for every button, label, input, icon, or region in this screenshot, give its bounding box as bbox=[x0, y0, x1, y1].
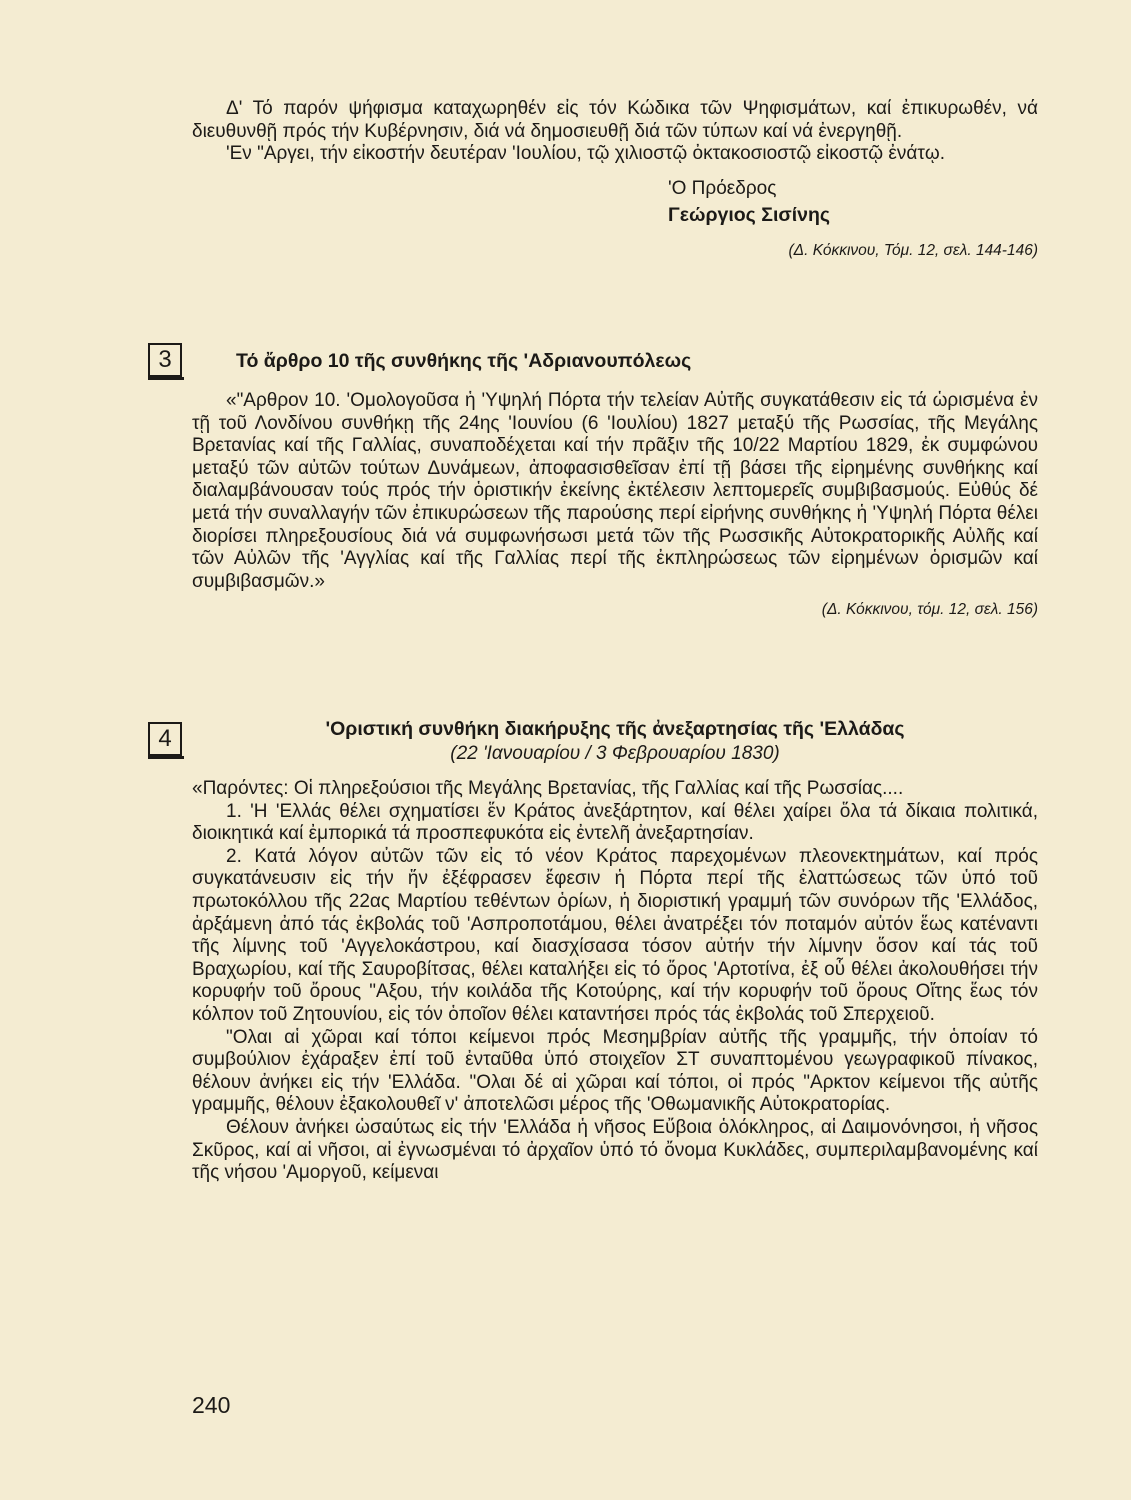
treaty-para-4: Θέλουν ἀνήκει ὡσαύτως εἰς τήν 'Ελλάδα ἡ νῆσος Εὔβοια ὁλόκληρος, αἱ Δαιμονόνησοι, ἡ νῆσος Σκῦρος, καί αἱ νῆσοι, αἱ ἐγνωσμέναι τό ἀρχαῖον ὑπό τό ὄνομα Κυκλάδες, συμπεριλαμβανομένης καί τῆς νήσου 'Αμοργοῦ, κείμεναι bbox=[192, 1116, 1038, 1184]
treaty-item-1: 1. 'Η 'Ελλάς θέλει σχηματίσει ἕν Κράτος ἀνεξάρτητον, καί θέλει χαίρει ὅλα τά δίκαια πολιτικά, διοικητικά καί ἐμπορικά τά προσπεφυκότα εἰς ἐντελῆ ἀνεξαρτησίαν. bbox=[192, 800, 1038, 845]
section-4 bbox=[192, 778, 1038, 1185]
article-10-text: «"Αρθρον 10. 'Ομολογοῦσα ἡ 'Υψηλή Πόρτα τήν τελείαν Αὐτῆς συγκατάθεσιν εἰς τά ὡρισμένα ἐν τῇ τοῦ Λονδίνου συνθήκῃ τῆς 24ης 'Ιουνίου (6 'Ιουλίου) 1827 μεταξύ τῆς Ρωσσίας, τῆς Μεγάλης Βρετανίας καί τῆς Γαλλίας, συναποδέχεται καί τήν πρᾶξιν τῆς 10/22 Μαρτίου 1829, ἐκ συμφώνου μεταξύ τῶν αὐτῶν τούτων Δυνάμεων, ἀποφασισθεῖσαν ἐπί τῇ βάσει τῆς εἰρημένης συνθήκης καί διαλαμβάνουσαν τούς πρός τήν ὁριστικήν ἐκείνης ἐκτέλεσιν λεπτομερεῖς συμβιβασμούς. Εὐθύς δέ μετά τήν συναλλαγήν τῶν ἐπικυρώσεων τῆς παρούσης περί εἰρήνης συνθήκης ἡ 'Υψηλή Πόρτα θέλει διορίσει πληρεξουσίους διά νά συμφωνήσωσι μετά τῶν τῆς Ρωσσικῆς Αὐτοκρατορικῆς Αὐλῆς καί τῶν Αὐλῶν τῆς 'Αγγλίας καί τῆς Γαλλίας περί τῆς ἐκπληρώσεως τῶν εἰρημένων ὁρισμῶν καί συμβιβασμῶν.» bbox=[192, 390, 1038, 592]
section-number-box-4 bbox=[148, 722, 182, 756]
section-4-heading: 'Οριστική συνθήκη διακήρυξης τῆς ἀνεξαρτησίας τῆς 'Ελλάδας bbox=[325, 718, 905, 740]
citation-2: (Δ. Κόκκινου, τόμ. 12, σελ. 156) bbox=[821, 601, 1038, 619]
section-3-heading-wrap bbox=[236, 350, 1038, 373]
section-number-3: 3 bbox=[158, 346, 172, 373]
decree-end bbox=[192, 98, 1038, 260]
section-3 bbox=[192, 390, 1038, 619]
section-4-subheading: (22 'Ιανουαρίου / 3 Φεβρουαρίου 1830) bbox=[450, 743, 780, 764]
signature-block bbox=[192, 176, 1038, 228]
section-number-4: 4 bbox=[158, 725, 172, 752]
box-underline-3 bbox=[148, 377, 184, 380]
citation-1: (Δ. Κόκκινου, Τόμ. 12, σελ. 144-146) bbox=[788, 241, 1038, 259]
president-title: 'Ο Πρόεδρος bbox=[668, 177, 777, 199]
box-underline-4 bbox=[148, 756, 184, 759]
president-name: Γεώργιος Σισίνης bbox=[668, 203, 831, 226]
section-number-box-3 bbox=[148, 343, 182, 377]
treaty-intro: «Παρόντες: Οἱ πληρεξούσιοι τῆς Μεγάλης Βρετανίας, τῆς Γαλλίας καί τῆς Ρωσσίας.... bbox=[192, 778, 904, 799]
para-delta: Δ' Τό παρόν ψήφισμα καταχωρηθέν εἰς τόν Κώδικα τῶν Ψηφισμάτων, καί ἐπικυρωθέν, νά διευθυνθῇ πρός τήν Κυβέρνησιν, διά νά δημοσιευθῇ διά τῶν τύπων καί νά ἐνεργηθῇ. bbox=[192, 98, 1038, 142]
date-line: 'Εν "Αργει, τήν εἰκοστήν δευτέραν 'Ιουλίου, τῷ χιλιοστῷ ὀκτακοσιοστῷ εἰκοστῷ ἐνάτῳ. bbox=[226, 143, 945, 165]
section-3-heading: Τό ἄρθρο 10 τῆς συνθήκης τῆς 'Αδριανουπόλεως bbox=[236, 350, 692, 372]
section-4-heading-wrap bbox=[192, 718, 1038, 765]
page-number: 240 bbox=[192, 1392, 231, 1418]
treaty-item-2: 2. Κατά λόγον αὐτῶν τῶν εἰς τό νέον Κράτος παρεχομένων πλεονεκτημάτων, καί πρός συγκατάνευσιν εἰς τήν ἥν ἐξέφρασεν ἔφεσιν ἡ Πόρτα περί τῆς ἐλαττώσεως τῶν ὑπό τοῦ πρωτοκόλλου τῆς 22ας Μαρτίου τεθέντων ὁρίων, ἡ διοριστική γραμμή τῶν συνόρων τῆς 'Ελλάδος, ἀρξάμενη ἀπό τάς ἐκβολάς τοῦ 'Ασπροποτάμου, θέλει ἀνατρέξει τόν ποταμόν αὐτόν ἕως κατέναντι τῆς λίμνης τοῦ 'Αγγελοκάστρου, καί διασχίσασα τόσον αὐτήν τήν λίμνην ὅσον καί τάς τοῦ Βραχωρίου, καί τῆς Σαυροβίτσας, θέλει καταλήξει εἰς τό ὄρος 'Αρτοτίνα, ἐξ οὗ θέλει ἀκολουθήσει τήν κορυφήν τοῦ ὄρους "Αξου, τήν κοιλάδα τῆς Κοτούρης, καί τήν κορυφήν τοῦ ὄρους Οἴτης ἕως τόν κόλπον τοῦ Ζητουνίου, εἰς τόν ὁποῖον θέλει καταντήσει πρός τάς ἐκβολάς τοῦ Σπερχειοῦ. bbox=[192, 845, 1038, 1025]
treaty-para-3: "Ολαι αἱ χῶραι καί τόποι κείμενοι πρός Μεσημβρίαν αὐτῆς τῆς γραμμῆς, τήν ὁποίαν τό συμβούλιον ἐχάραξεν ἐπί τοῦ ἐνταῦθα ὑπό στοιχεῖον ΣΤ συναπτομένου γεωγραφικοῦ πίνακος, θέλουν ἀνήκει εἰς τήν 'Ελλάδα. "Ολαι δέ αἱ χῶραι καί τόποι, οἱ πρός "Αρκτον κείμενοι τῆς αὐτῆς γραμμῆς, θέλουν ἐξακολουθεῖ ν' ἀποτελῶσι μέρος τῆς 'Οθωμανικῆς Αὐτοκρατορίας. bbox=[192, 1026, 1038, 1116]
